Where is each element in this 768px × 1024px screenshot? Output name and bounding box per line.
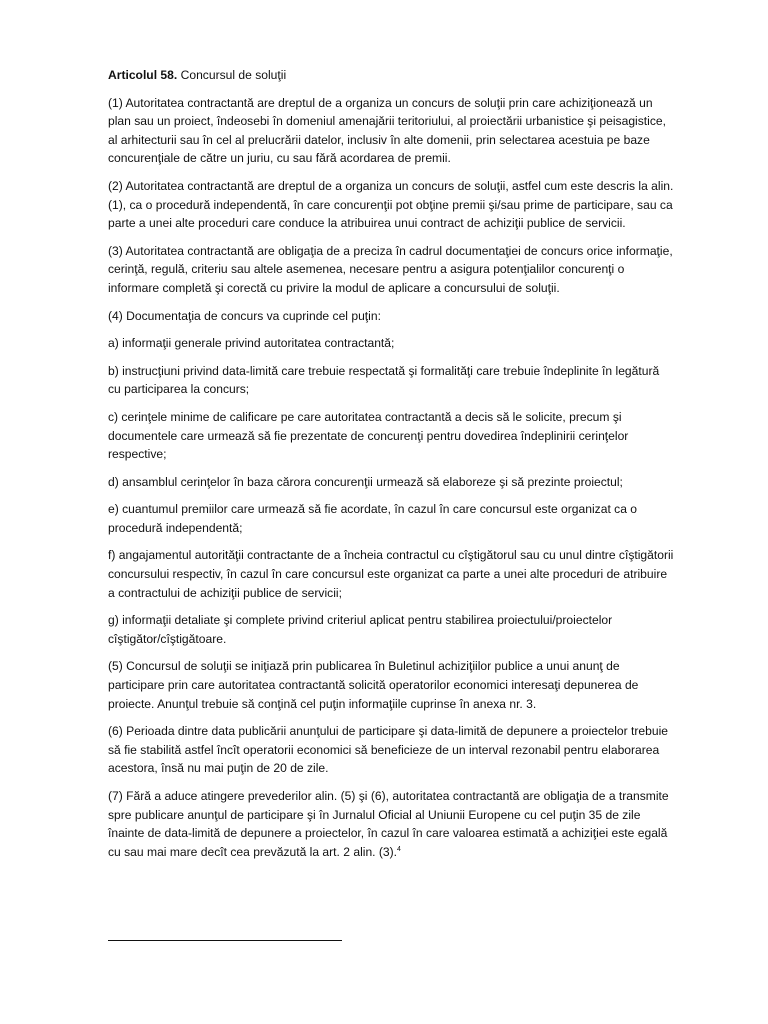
paragraph-5: (5) Concursul de soluţii se iniţiază prin publicarea în Buletinul achiziţiilor publice a unui anunţ de participare prin care autoritatea contractantă solicită operatorilor economici interesaţi depunerea de proiecte. Anunţul trebuie să conţină cel puţin informaţiile cuprinse în anexa nr. 3. [108, 659, 639, 711]
paragraph-7-text: (7) Fără a aduce atingere prevederilor alin. (5) şi (6), autoritatea contractantă are obligaţia de a transmite spre publicare anunţul de participare şi în Jurnalul Oficial al Uniunii Europene cu cel puţin 35 de zile înainte de data-limită de depunere a proiectelor, în cazul în care valoarea estimată a achiziţiei este egală cu sau mai mare decît cea prevăzută la art. 2 alin. (3). [108, 789, 669, 859]
paragraph-7 [108, 787, 674, 861]
footnote-reference[interactable]: 4 [397, 845, 401, 853]
list-item-b: b) instrucţiuni privind data-limită care trebuie respectată şi formalităţi care trebuie îndeplinite în legătură cu participarea la concurs; [108, 363, 660, 397]
paragraph-3: (3) Autoritatea contractantă are obligaţia de a preciza în cadrul documentaţiei de concurs orice informaţie, cerinţă, regulă, criteriu sau altele asemenea, necesare pentru a asigura potenţialilor concurenţi o informare completă şi corectă cu privire la modul de aplicare a concursului de soluţii. [108, 243, 673, 295]
list-item-d: d) ansamblul cerinţelor în baza cărora concurenţii urmează să elaboreze şi să prezinte proiectul; [108, 474, 623, 489]
article-number: Articolul 58. [108, 68, 178, 82]
paragraph-4-intro: (4) Documentaţia de concurs va cuprinde cel puţin: [108, 308, 381, 323]
article-title: Concursul de soluţii [180, 68, 287, 82]
list-item-a: a) informaţii generale privind autoritatea contractantă; [108, 336, 395, 351]
list-item-f: f) angajamentul autorităţii contractante de a încheia contractul cu cîştigătorul sau cu unul dintre cîştigătorii concursului respectiv, în cazul în care concursul este organizat ca parte a unei alte proceduri de atribuire a contractului de achiziţii publice de servicii; [108, 548, 674, 600]
article-heading [108, 66, 674, 85]
paragraph-6: (6) Perioada dintre data publicării anunţului de participare şi data-limită de depunere a proiectelor trebuie să fie stabilită astfel încît operatorii economici să beneficieze de un interval rezonabil pentru elaborarea acestora, însă nu mai puţin de 20 de zile. [108, 724, 669, 776]
list-item-e: e) cuantumul premiilor care urmează să fie acordate, în cazul în care concursul este organizat ca o procedură independentă; [108, 502, 638, 535]
document-page [108, 66, 674, 870]
paragraph-1: (1) Autoritatea contractantă are dreptul de a organiza un concurs de soluţii prin care achiziţionează un plan sau un proiect, îndeosebi în domeniul amenajării teritoriului, al proiectării urbanistice şi peisagistice, al arhitecturii sau în cel al prelucrării datelor, inclusiv în alte domenii, prin selectarea acestuia pe baze concurenţiale de către un juriu, cu sau fără acordarea de premii. [108, 95, 666, 166]
list-item-g: g) informaţii detaliate şi complete privind criteriul aplicat pentru stabilirea proiectului/proiectelor cîştigător/cîştigătoare. [108, 613, 613, 646]
footnote-separator-line [108, 940, 342, 941]
paragraph-2: (2) Autoritatea contractantă are dreptul de a organiza un concurs de soluţii, astfel cum este descris la alin. (1), ca o procedură independentă, în care concurenţii pot obţine premii şi/sau prime de participare, sau ca parte a unei alte proceduri care conduce la atribuirea unui contract de achiziţii publice de servicii. [108, 178, 674, 231]
list-item-c: c) cerinţele minime de calificare pe care autoritatea contractantă a decis să le solicite, precum şi documentele care urmează să fie prezentate de concurenţi pentru dovedirea îndeplinirii cerinţelor respective; [108, 409, 629, 462]
